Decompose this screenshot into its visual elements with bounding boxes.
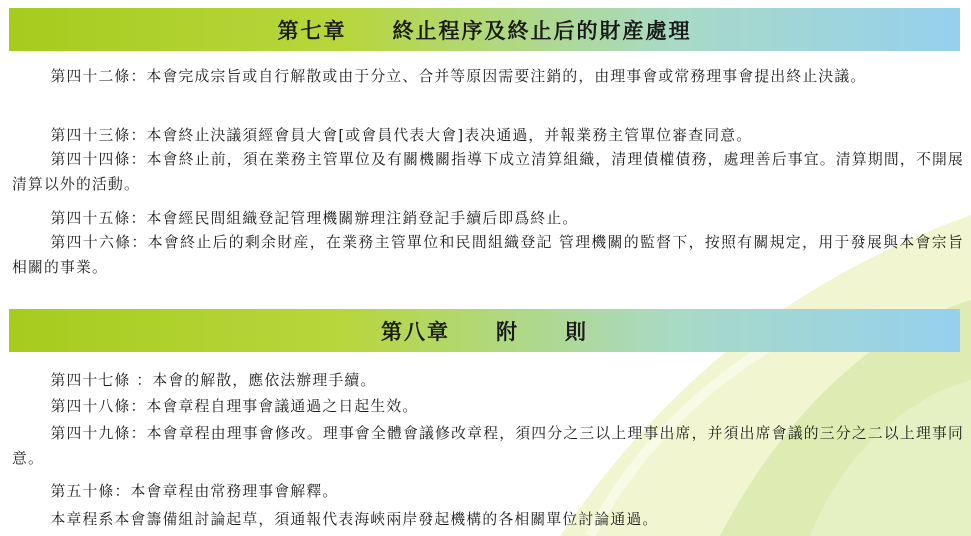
closing-note: 本章程系本會籌備組討論起草，須通報代表海峽兩岸發起機構的各相關單位討論通過。 [50, 511, 659, 528]
article-47: 第四十七條 ：本會的解散，應依法辦理手續。 [50, 372, 377, 389]
chapter-7-title: 第七章 終止程序及終止后的財産處理 [277, 17, 692, 43]
article-45: 第四十五條：本會經民間組織登記管理機關辦理注銷登記手續后即爲終止。 [50, 210, 579, 227]
chapter-8-header [9, 309, 960, 352]
chapter-7-header [9, 8, 960, 51]
article-43: 第四十三條：本會終止決議須經會員大會[或會員代表大會]表决通過，并報業務主管單位審查同意。 [50, 127, 753, 144]
article-44: 第四十四條：本會終止前，須在業務主管單位及有關機關指導下成立清算組織，清理債權債務，處理善后事宜。清算期間，不開展清算以外的活動。 [12, 151, 964, 193]
article-42: 第四十二條：本會完成宗旨或自行解散或由于分立、合并等原因需要注銷的，由理事會或常務理事會提出終止決議。 [50, 68, 867, 85]
chapter-8-title: 第八章 附 則 [381, 318, 588, 344]
article-50: 第五十條：本會章程由常務理事會解釋。 [50, 483, 339, 500]
article-46: 第四十六條：本會終止后的剩余財産，在業務主管單位和民間組織登記 管理機關的監督下，按照有關規定，用于發展與本會宗旨相關的事業。 [12, 234, 964, 276]
article-49: 第四十九條：本會章程由理事會修改。理事會全體會議修改章程，須四分之三以上理事出席，并須出席會議的三分之二以上理事同意。 [12, 425, 964, 467]
article-48: 第四十八條：本會章程自理事會議通過之日起生效。 [50, 398, 419, 415]
